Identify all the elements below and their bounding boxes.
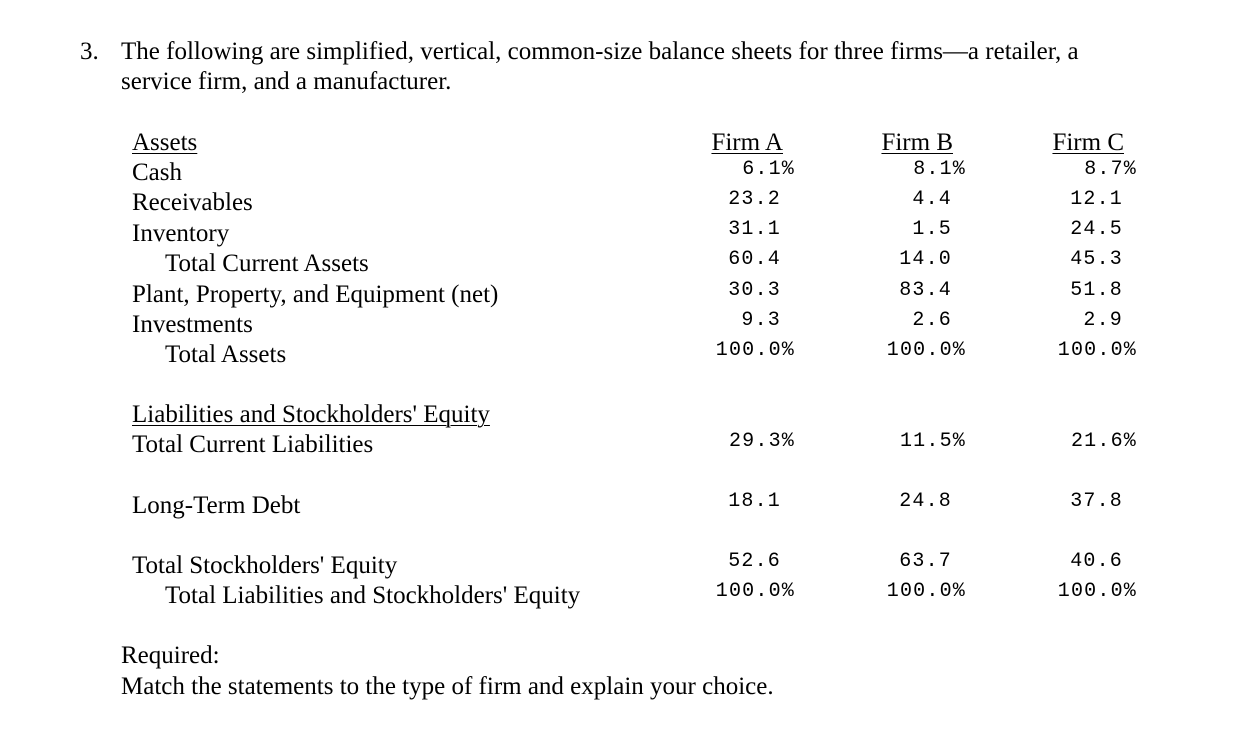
required-text: Match the statements to the type of firm and explain your choice. (121, 673, 774, 700)
cell-long-term-debt-firm-b: 24.8 (899, 490, 952, 513)
cell-investments-firm-a: 9.3 (741, 309, 781, 332)
row-label-total-assets: Total Assets (165, 341, 287, 368)
cell-total-assets-firm-a: 100.0% (715, 339, 795, 362)
cell-inventory-firm-a: 31.1 (728, 218, 781, 241)
cell-receivables-firm-c: 12.1 (1070, 188, 1123, 211)
question-number: 3. (80, 38, 99, 65)
row-label-receivables: Receivables (132, 189, 253, 216)
cell-stockholders-equity-firm-c: 40.6 (1070, 550, 1123, 573)
row-label-total-stockholders-equity: Total Stockholders' Equity (132, 552, 398, 579)
cell-current-liabilities-firm-c: 21.6% (1070, 430, 1137, 453)
cell-investments-firm-c: 2.9 (1083, 309, 1123, 332)
cell-ppe-firm-b: 83.4 (899, 279, 952, 302)
firm-a-header: Firm A (711, 129, 783, 156)
cell-cash-firm-a: 6.1% (742, 158, 795, 181)
cell-total-assets-firm-c: 100.0% (1057, 339, 1137, 362)
firm-b-header: Firm B (881, 129, 953, 156)
row-label-total-liabilities-equity: Total Liabilities and Stockholders' Equity (165, 582, 581, 609)
cell-total-liabilities-equity-firm-a: 100.0% (715, 580, 795, 603)
cell-total-liabilities-equity-firm-b: 100.0% (886, 580, 966, 603)
cell-ppe-firm-c: 51.8 (1070, 279, 1123, 302)
row-label-investments: Investments (132, 311, 253, 338)
firm-c-header: Firm C (1052, 129, 1124, 156)
cell-stockholders-equity-firm-b: 63.7 (899, 550, 952, 573)
cell-cash-firm-c: 8.7% (1084, 158, 1137, 181)
cell-long-term-debt-firm-c: 37.8 (1070, 490, 1123, 513)
row-label-ppe: Plant, Property, and Equipment (net) (132, 281, 499, 308)
cell-current-liabilities-firm-a: 29.3% (728, 430, 795, 453)
assets-header: Assets (132, 129, 198, 156)
question-text-line-2: service firm, and a manufacturer. (121, 68, 452, 95)
cell-receivables-firm-a: 23.2 (728, 188, 781, 211)
cell-cash-firm-b: 8.1% (913, 158, 966, 181)
cell-total-liabilities-equity-firm-c: 100.0% (1057, 580, 1137, 603)
row-label-inventory: Inventory (132, 220, 230, 247)
required-heading: Required: (121, 642, 220, 669)
cell-inventory-firm-b: 1.5 (912, 218, 952, 241)
cell-investments-firm-b: 2.6 (912, 309, 952, 332)
cell-long-term-debt-firm-a: 18.1 (728, 490, 781, 513)
cell-ppe-firm-a: 30.3 (728, 279, 781, 302)
cell-total-current-assets-firm-a: 60.4 (728, 248, 781, 271)
cell-stockholders-equity-firm-a: 52.6 (728, 550, 781, 573)
cell-current-liabilities-firm-b: 11.5% (899, 430, 966, 453)
liabilities-header: Liabilities and Stockholders' Equity (132, 401, 490, 428)
row-label-total-current-assets: Total Current Assets (165, 250, 369, 277)
cell-total-current-assets-firm-c: 45.3 (1070, 248, 1123, 271)
question-text-line-1: The following are simplified, vertical, common-size balance sheets for three firms—a retailer, a (121, 38, 1079, 65)
row-label-long-term-debt: Long-Term Debt (132, 492, 301, 519)
row-label-cash: Cash (132, 159, 182, 186)
cell-total-assets-firm-b: 100.0% (886, 339, 966, 362)
row-label-total-current-liabilities: Total Current Liabilities (132, 431, 374, 458)
cell-total-current-assets-firm-b: 14.0 (899, 248, 952, 271)
cell-inventory-firm-c: 24.5 (1070, 218, 1123, 241)
cell-receivables-firm-b: 4.4 (912, 188, 952, 211)
